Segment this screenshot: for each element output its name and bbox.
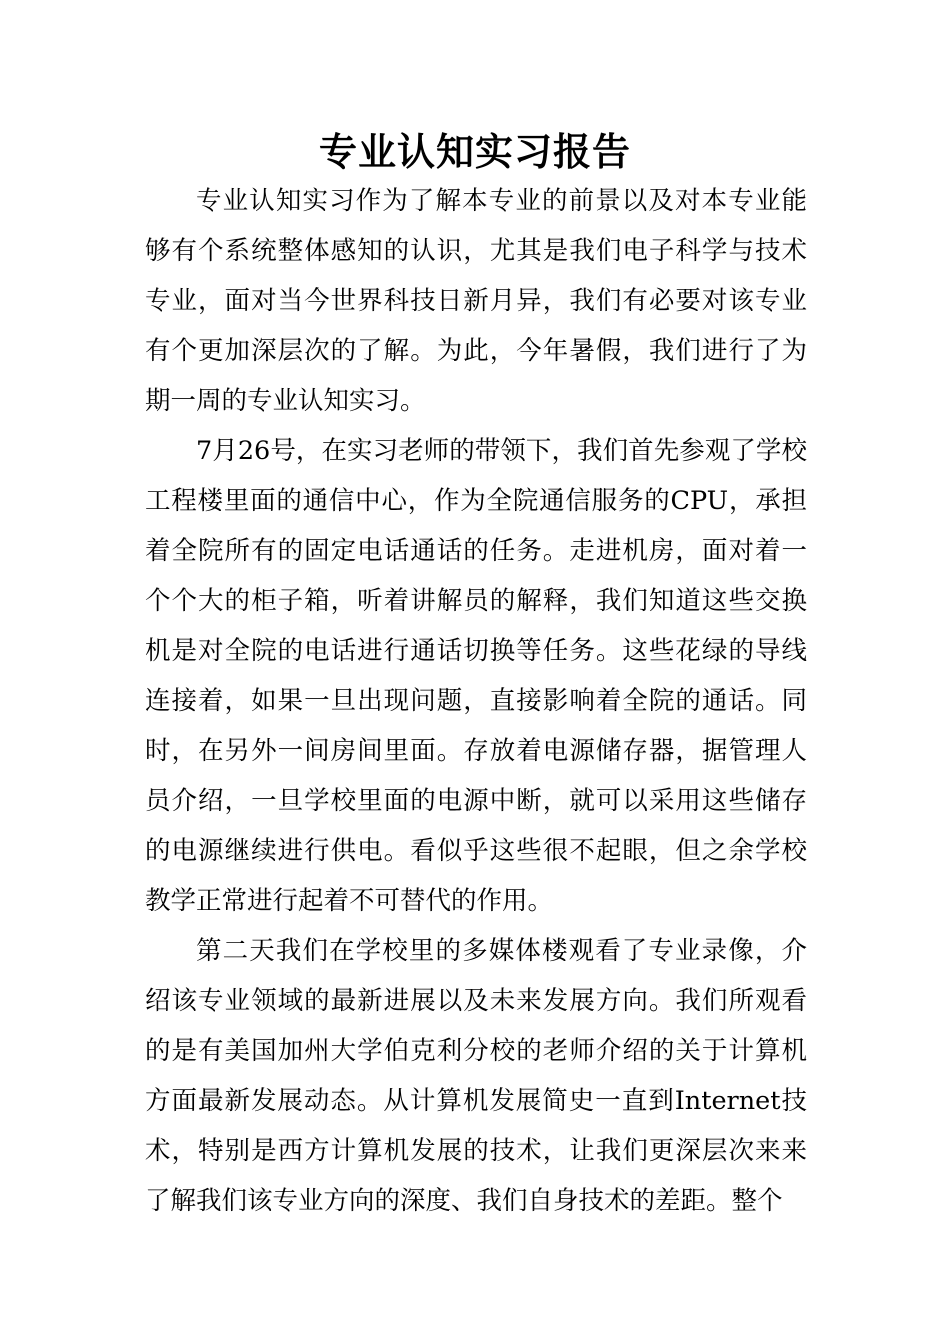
paragraph-3: 第二天我们在学校里的多媒体楼观看了专业录像，介绍该专业领域的最新进展以及未来发展方向。我们所观看的是有美国加州大学伯克利分校的老师介绍的关于计算机方面最新发展动态。从计算机发展简史一直到Internet技术，特别是西方计算机发展的技术，让我们更深层次来来了解我们该专业方向的深度、我们自身技术的差距。整个 xyxy=(145,936,807,1216)
document-body xyxy=(145,176,807,1226)
paragraph-2: 7月26号，在实习老师的带领下，我们首先参观了学校工程楼里面的通信中心，作为全院通信服务的CPU，承担着全院所有的固定电话通话的任务。走进机房，面对着一个个大的柜子箱，听着讲解员的解释，我们知道这些交换机是对全院的电话进行通话切换等任务。这些花绿的导线连接着，如果一旦出现问题，直接影响着全院的通话。同时，在另外一间房间里面。存放着电源储存器，据管理人员介绍，一旦学校里面的电源中断，就可以采用这些储存的电源继续进行供电。看似乎这些很不起眼，但之余学校教学正常进行起着不可替代的作用。 xyxy=(145,436,807,916)
document-title: 专业认知实习报告 xyxy=(318,129,631,174)
paragraph-1: 专业认知实习作为了解本专业的前景以及对本专业能够有个系统整体感知的认识，尤其是我们电子科学与技术专业，面对当今世界科技日新月异，我们有必要对该专业有个更加深层次的了解。为此，今年暑假，我们进行了为期一周的专业认知实习。 xyxy=(145,186,807,416)
